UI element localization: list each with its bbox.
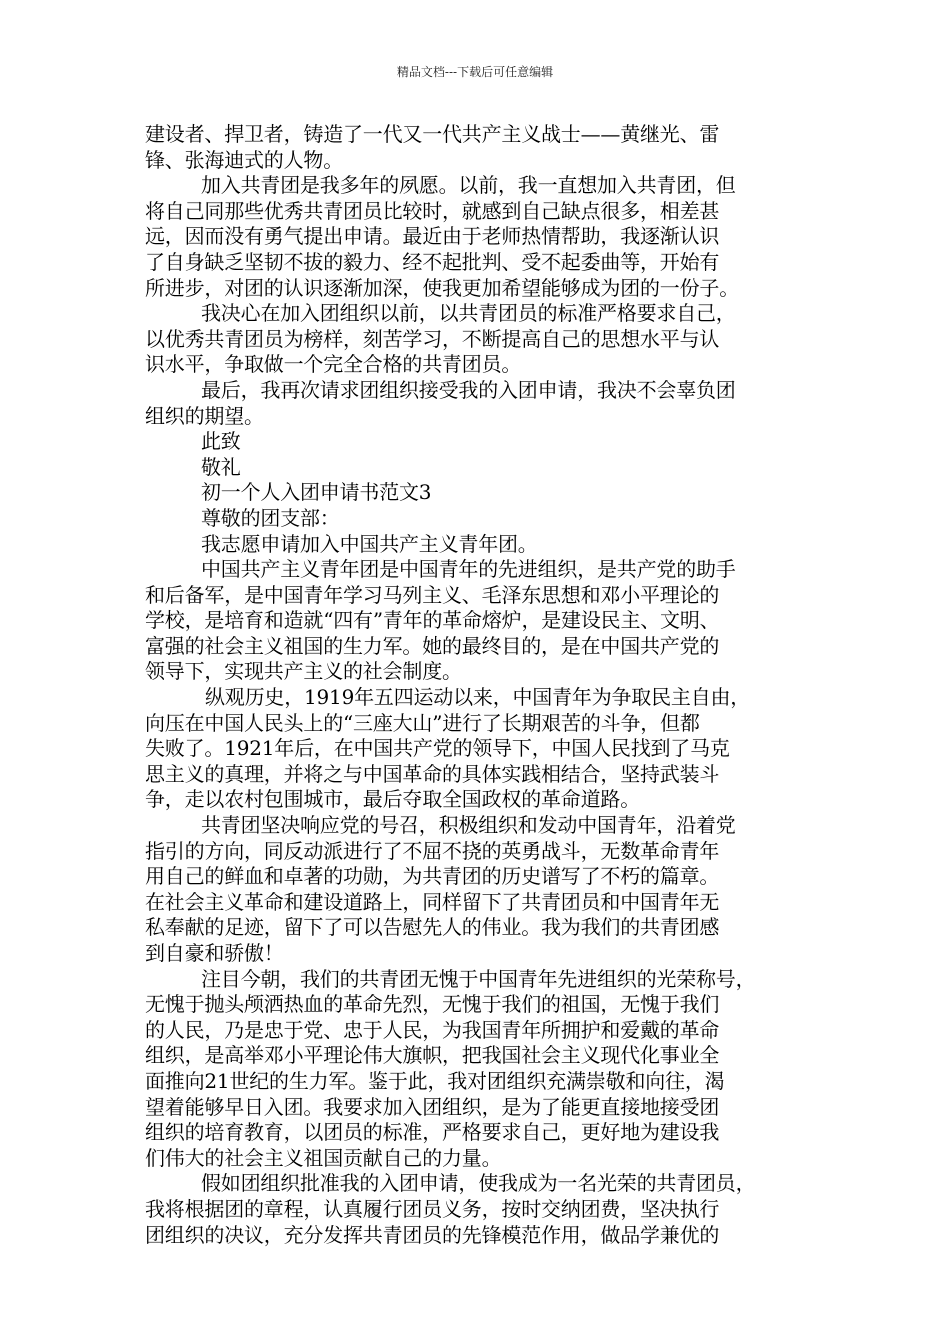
paragraph-start: 最后，我再次请求团组织接受我的入团申请，我决不会辜负团 bbox=[201, 377, 736, 402]
text-line: 用自己的鲜血和卓著的功勋，为共青团的历史谱写了不朽的篇章。 bbox=[145, 864, 720, 889]
text-line: 到自豪和骄傲！ bbox=[145, 941, 284, 965]
salutation-line: 此致 bbox=[201, 429, 241, 454]
paragraph-start: 中国共产主义青年团是中国青年的先进组织，是共产党的助手 bbox=[201, 557, 736, 582]
text-line: 私奉献的足迹，留下了可以告慰先人的伟业。我为我们的共青团感 bbox=[145, 915, 720, 940]
text-line: 所进步，对团的认识逐渐加深，使我更加希望能够成为团的一份子。 bbox=[145, 275, 739, 300]
paragraph-start: 注目今朝，我们的共青团无愧于中国青年先进组织的光荣称号， bbox=[201, 966, 756, 991]
paragraph-start: 加入共青团是我多年的夙愿。以前，我一直想加入共青团，但 bbox=[201, 173, 736, 198]
text-line: 组织，是高举邓小平理论伟大旗帜，把我国社会主义现代化事业全 bbox=[145, 1043, 720, 1068]
text-line: 团组织的决议，充分发挥共青团员的先锋模范作用，做品学兼优的 bbox=[145, 1222, 720, 1247]
text-line: 的人民，乃是忠于党、忠于人民，为我国青年所拥护和爱戴的革命 bbox=[145, 1017, 720, 1042]
text-line: 向压在中国人民头上的“三座大山”进行了长期艰苦的斗争，但都 bbox=[145, 710, 700, 735]
text-line: 富强的社会主义祖国的生力军。她的最终目的，是在中国共产党的 bbox=[145, 633, 720, 658]
section-title: 初一个人入团申请书范文3 bbox=[201, 480, 432, 505]
text-line: 失败了。1921年后，在中国共产党的领导下，中国人民找到了马克 bbox=[145, 736, 730, 761]
paragraph-start: 假如团组织批准我的入团申请，使我成为一名光荣的共青团员， bbox=[201, 1171, 756, 1196]
text-line: 无愧于抛头颅洒热血的革命先烈，无愧于我们的祖国，无愧于我们 bbox=[145, 992, 720, 1017]
text-line: 远，因而没有勇气提出申请。最近由于老师热情帮助，我逐渐认识 bbox=[145, 224, 720, 249]
text-line: 在社会主义革命和建设道路上，同样留下了共青团员和中国青年无 bbox=[145, 889, 720, 914]
addressee-line: 尊敬的团支部： bbox=[201, 505, 340, 530]
paragraph-start: 我决心在加入团组织以前，以共青团员的标准严格要求自己， bbox=[201, 301, 736, 326]
text-line: 我将根据团的章程，认真履行团员义务，按时交纳团费，坚决执行 bbox=[145, 1196, 720, 1221]
text-line: 指引的方向，同反动派进行了不屈不挠的英勇战斗，无数革命青年 bbox=[145, 838, 720, 863]
text-line: 组织的期望。 bbox=[145, 403, 264, 428]
text-line: 和后备军，是中国青年学习马列主义、毛泽东思想和邓小平理论的 bbox=[145, 582, 720, 607]
text-line: 锋、张海迪式的人物。 bbox=[145, 147, 343, 172]
salutation-line: 敬礼 bbox=[201, 454, 241, 479]
text-line: 识水平，争取做一个完全合格的共青团员。 bbox=[145, 352, 522, 377]
text-line: 建设者、捍卫者，铸造了一代又一代共产主义战士——黄继光、雷 bbox=[145, 122, 720, 146]
text-line: 面推向21世纪的生力军。鉴于此，我对团组织充满崇敬和向往，渴 bbox=[145, 1068, 725, 1093]
text-line: 以优秀共青团员为榜样，刻苦学习，不断提高自己的思想水平与认 bbox=[145, 326, 720, 351]
paragraph-start: 纵观历史，1919年五四运动以来，中国青年为争取民主自由， bbox=[205, 685, 751, 710]
text-line: 领导下，实现共产主义的社会制度。 bbox=[145, 659, 462, 684]
text-line: 将自己同那些优秀共青团员比较时，就感到自己缺点很多，相差甚 bbox=[145, 198, 720, 223]
paragraph-start: 我志愿申请加入中国共产主义青年团。 bbox=[201, 531, 538, 556]
paragraph-start: 共青团坚决响应党的号召，积极组织和发动中国青年，沿着党 bbox=[201, 813, 736, 838]
text-line: 组织的培育教育，以团员的标准，严格要求自己，更好地为建设我 bbox=[145, 1120, 720, 1145]
text-line: 望着能够早日入团。我要求加入团组织，是为了能更直接地接受团 bbox=[145, 1094, 720, 1119]
document-body bbox=[145, 122, 810, 1248]
text-line: 学校，是培育和造就“四有”青年的革命熔炉，是建设民主、文明、 bbox=[145, 608, 720, 633]
text-line: 争，走以农村包围城市，最后夺取全国政权的革命道路。 bbox=[145, 787, 640, 812]
text-line: 思主义的真理，并将之与中国革命的具体实践相结合，坚持武装斗 bbox=[145, 761, 720, 786]
text-line: 了自身缺乏坚韧不拔的毅力、经不起批判、受不起委曲等，开始有 bbox=[145, 249, 720, 274]
text-line: 们伟大的社会主义祖国贡献自己的力量。 bbox=[145, 1145, 502, 1170]
page-header: 精品文档---下载后可任意编辑 bbox=[396, 65, 554, 79]
